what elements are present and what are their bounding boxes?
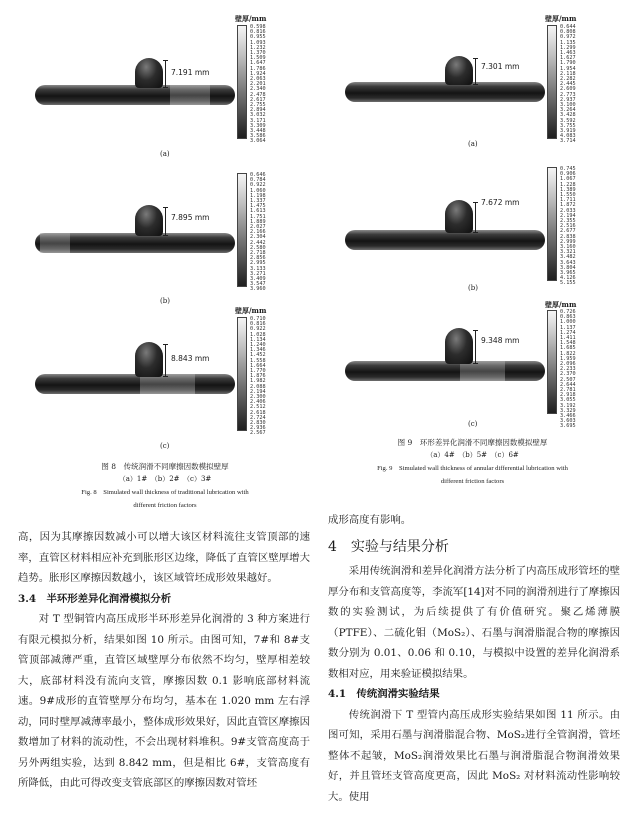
scale-tick: 1.060 <box>250 187 266 194</box>
scale-tick: 2.027 <box>250 224 266 231</box>
scale-tick: 1.647 <box>250 60 266 67</box>
scale-ticks <box>250 316 266 437</box>
tee-pipe-branch <box>135 342 163 377</box>
scale-tick: 2.609 <box>560 86 576 93</box>
scale-tick: 3.192 <box>560 402 576 409</box>
caption-en: Fig. 9 Simulated wall thickness of annular differential lubrication with <box>377 465 568 472</box>
scale-tick: 0.955 <box>250 34 266 41</box>
fig8-caption <box>20 460 310 512</box>
scale-ticks <box>560 166 576 287</box>
scale-tick: 1.299 <box>560 44 576 51</box>
scale-tick: 1.228 <box>560 181 576 188</box>
scale-tick: 2.478 <box>250 91 266 98</box>
scale-tick: 2.838 <box>560 233 576 240</box>
scale-tick: 2.512 <box>250 404 266 411</box>
scale-tick: 5.155 <box>560 280 576 287</box>
scale-tick: 2.918 <box>560 392 576 399</box>
scale-tick: 3.055 <box>560 397 576 404</box>
caption-subpanels: （a）1# （b）2# （c）3# <box>118 475 212 483</box>
scale-tick: 3.466 <box>560 413 576 420</box>
scale-tick: 2.617 <box>250 96 266 103</box>
section-heading-4: 4 实验与结果分析 <box>328 538 449 555</box>
scale-tick: 2.406 <box>250 399 266 406</box>
panel-label: (c) <box>160 442 170 450</box>
thickness-scale-bar <box>237 25 247 139</box>
scale-tick: 2.995 <box>250 260 266 267</box>
tee-pipe-main <box>345 230 545 250</box>
branch-height-label: 7.301 mm <box>481 62 520 71</box>
scale-tick: 1.463 <box>560 50 576 57</box>
panel-label: (b) <box>468 284 478 292</box>
scale-tick: 1.550 <box>560 192 576 199</box>
branch-height-label: 9.348 mm <box>481 336 520 345</box>
scale-tick: 1.872 <box>560 202 576 209</box>
scale-tick: 3.603 <box>560 418 576 425</box>
scale-tick: 3.100 <box>560 102 576 109</box>
scale-tick: 2.088 <box>250 383 266 390</box>
scale-tick: 3.714 <box>560 138 576 145</box>
scale-tick: 2.194 <box>560 212 576 219</box>
scale-tick: 1.337 <box>250 198 266 205</box>
fig8-panel-c <box>20 306 310 452</box>
fig9-panel-a <box>330 10 620 155</box>
scale-tick: 3.695 <box>560 423 576 430</box>
section-heading-4-1: 4.1 传统润滑实验结果 <box>328 688 440 700</box>
scale-tick: 1.770 <box>250 368 266 375</box>
panel-label: (c) <box>468 420 478 428</box>
tee-pipe-main <box>345 361 545 381</box>
scale-ticks <box>250 172 266 293</box>
scale-tick: 3.409 <box>250 276 266 283</box>
scale-tick: 2.937 <box>560 96 576 103</box>
scale-title: 壁厚/mm <box>235 14 267 23</box>
scale-tick: 3.329 <box>560 407 576 414</box>
scale-tick: 2.516 <box>560 223 576 230</box>
scale-tick: 2.201 <box>250 81 266 88</box>
scale-tick: 2.580 <box>250 244 266 251</box>
tee-pipe-branch <box>445 328 473 364</box>
scale-tick: 2.355 <box>560 218 576 225</box>
scale-tick: 3.547 <box>250 281 266 288</box>
fig9-panel-b <box>330 162 620 302</box>
scale-tick: 1.411 <box>560 335 576 342</box>
scale-tick: 2.999 <box>560 238 576 245</box>
scale-tick: 1.475 <box>250 203 266 210</box>
scale-tick: 1.711 <box>560 197 576 204</box>
scale-tick: 0.808 <box>560 29 576 36</box>
scale-tick: 1.751 <box>250 213 266 220</box>
scale-tick: 4.126 <box>560 275 576 282</box>
scale-tick: 3.264 <box>560 107 576 114</box>
branch-height-label: 7.672 mm <box>481 198 520 207</box>
scale-tick: 1.000 <box>560 319 576 326</box>
scale-tick: 3.309 <box>250 122 266 129</box>
scale-tick: 3.755 <box>560 122 576 129</box>
scale-tick: 2.773 <box>560 91 576 98</box>
scale-tick: 3.586 <box>250 133 266 140</box>
scale-tick: 2.755 <box>250 102 266 109</box>
scale-tick: 1.613 <box>250 208 266 215</box>
scale-tick: 0.646 <box>250 172 266 178</box>
tee-pipe-branch <box>135 58 163 88</box>
scale-tick: 0.906 <box>560 171 576 178</box>
thickness-band <box>460 361 505 381</box>
dimension-line <box>165 344 166 377</box>
scale-title: 壁厚/mm <box>545 300 577 309</box>
scale-tick: 0.863 <box>560 314 576 321</box>
scale-tick: 1.627 <box>560 55 576 62</box>
scale-tick: 3.428 <box>560 112 576 119</box>
scale-tick: 1.876 <box>250 373 266 380</box>
paragraph: 成形高度有影响。 <box>328 514 412 526</box>
scale-tick: 2.194 <box>250 388 266 395</box>
thickness-band <box>140 374 195 394</box>
section-heading-3-4: 3.4 半环形差异化润滑模拟分析 <box>18 592 172 605</box>
dimension-line <box>165 207 166 236</box>
thickness-band <box>40 233 70 253</box>
right-column <box>328 510 620 807</box>
scale-tick: 1.452 <box>250 352 266 359</box>
scale-tick: 1.240 <box>250 342 266 349</box>
tee-pipe-main <box>345 82 545 102</box>
scale-tick: 0.710 <box>250 316 266 322</box>
scale-tick: 1.137 <box>560 324 576 331</box>
scale-tick: 1.558 <box>250 357 266 364</box>
thickness-scale-bar <box>237 317 247 431</box>
paragraph: 高，因为其摩擦因数减小可以增大该区材料流往支管顶部的速率，直管区材料相应补充到胀形区边缘，降低了直管区壁厚增大趋势。胀形区摩擦因数越小，该区域管坯成形效果越好。 <box>18 531 310 584</box>
scale-tick: 1.274 <box>560 329 576 336</box>
scale-tick: 2.507 <box>560 376 576 383</box>
scale-tick: 2.677 <box>560 228 576 235</box>
scale-tick: 2.567 <box>250 430 266 437</box>
scale-tick: 3.064 <box>250 138 266 145</box>
caption-en: different friction factors <box>440 478 505 485</box>
tee-pipe-branch <box>445 56 473 85</box>
scale-tick: 3.592 <box>560 117 576 124</box>
scale-tick: 2.370 <box>560 371 576 378</box>
scale-tick: 2.063 <box>250 76 266 83</box>
scale-tick: 1.959 <box>560 355 576 362</box>
caption-zh: 图 8 传统润滑不同摩擦因数模拟壁厚 <box>101 462 229 471</box>
scale-tick: 3.171 <box>250 117 266 124</box>
scale-tick: 0.816 <box>250 29 266 36</box>
scale-tick: 1.982 <box>250 378 266 385</box>
paragraph: 采用传统润滑和差异化润滑方法分析了内高压成形管坯的壁厚分布和支管高度等，李流军[14]对不同的润滑剂进行了摩擦因数的实验测试，为后续提供了有价值研究。聚乙烯薄膜（PTFE）、二硫化钼（MoS₂）、石墨与润滑脂混合物的摩擦因数分别为 0.01、0.06 和 0.10，与模拟中设置的差异化润滑系数相对应，用来验证模拟结果。 <box>328 565 620 680</box>
dimension-line <box>475 58 476 85</box>
scale-tick: 2.304 <box>250 234 266 241</box>
scale-tick: 0.784 <box>250 177 266 184</box>
scale-tick: 3.960 <box>250 286 266 293</box>
scale-ticks <box>250 24 266 145</box>
thickness-scale-bar <box>547 167 557 281</box>
scale-tick: 4.083 <box>560 133 576 140</box>
scale-tick: 2.166 <box>250 229 266 236</box>
caption-subpanels: （a）4# （b）5# （c）6# <box>426 451 519 459</box>
scale-tick: 1.093 <box>250 39 266 46</box>
scale-ticks <box>560 309 576 430</box>
scale-tick: 0.644 <box>560 24 576 30</box>
scale-title: 壁厚/mm <box>545 14 577 23</box>
scale-tick: 0.972 <box>560 34 576 41</box>
scale-tick: 2.644 <box>560 381 576 388</box>
branch-height-label: 7.895 mm <box>171 213 210 222</box>
scale-tick: 3.160 <box>560 244 576 251</box>
tee-pipe-branch <box>445 200 473 233</box>
scale-tick: 1.790 <box>560 60 576 67</box>
dimension-line <box>165 60 166 88</box>
scale-tick: 3.133 <box>250 265 266 272</box>
scale-tick: 0.922 <box>250 326 266 333</box>
left-column <box>18 527 310 794</box>
scale-tick: 3.482 <box>560 254 576 261</box>
scale-tick: 1.028 <box>250 331 266 338</box>
branch-height-label: 7.191 mm <box>171 68 210 77</box>
scale-tick: 3.448 <box>250 128 266 135</box>
dimension-line <box>475 330 476 364</box>
scale-tick: 2.300 <box>250 394 266 401</box>
scale-tick: 2.340 <box>250 86 266 93</box>
scale-tick: 3.804 <box>560 264 576 271</box>
scale-tick: 2.033 <box>560 207 576 214</box>
scale-tick: 2.445 <box>560 81 576 88</box>
scale-tick: 1.664 <box>250 362 266 369</box>
caption-en: different friction factors <box>133 502 197 509</box>
scale-tick: 1.389 <box>560 186 576 193</box>
fig9-caption <box>325 436 620 488</box>
scale-tick: 0.745 <box>560 166 576 172</box>
scale-tick: 1.198 <box>250 192 266 199</box>
paragraph: 对 T 型铜管内高压成形半环形差异化润滑的 3 种方案进行有限元模拟分析，结果如图 10 所示。由图可知，7#和 8#支管顶部减薄严重，直管区域壁厚分布依然不均匀，壁厚相差较大，底部材料没有流向支管，摩擦因数 0.1 影响底部材料流速。9#成形的直管壁厚分布均匀，基本在 1.020 mm 左右浮动，同时壁厚减薄率最小，整体成形效果好，因此直管区摩擦因数增加了材料的流动性，不会出现材料堆积。9#支管高度高于另外两组实验，达到 8.842 mm，但是相比 6#，支管高度有所降低，由此可得改变支管底部区的摩擦因数对管坯 <box>18 613 310 789</box>
scale-tick: 2.096 <box>560 361 576 368</box>
scale-tick: 1.135 <box>560 39 576 46</box>
scale-tick: 1.954 <box>560 65 576 72</box>
scale-tick: 3.643 <box>560 259 576 266</box>
thickness-scale-bar <box>237 173 247 287</box>
scale-tick: 1.889 <box>250 218 266 225</box>
scale-tick: 1.685 <box>560 345 576 352</box>
fig8-panel-b <box>20 165 310 310</box>
scale-tick: 1.134 <box>250 336 266 343</box>
scale-tick: 3.271 <box>250 270 266 277</box>
scale-tick: 2.830 <box>250 420 266 427</box>
tee-pipe-main <box>35 374 235 394</box>
scale-tick: 1.067 <box>560 176 576 183</box>
scale-tick: 1.548 <box>560 340 576 347</box>
scale-tick: 2.894 <box>250 107 266 114</box>
scale-tick: 1.822 <box>560 350 576 357</box>
paragraph: 传统润滑下 T 型管内高压成形实验结果如图 11 所示。由图可知，采用石墨与润滑脂混合物、MoS₂进行全管润滑，管坯整体不起皱，MoS₂润滑效果比石墨与润滑脂混合物润滑效果好，并且管坯支管高度更高，因此 MoS₂ 对材料流动性影响较大。使用 <box>328 708 620 803</box>
scale-title: 壁厚/mm <box>235 306 267 315</box>
panel-label: (a) <box>468 140 478 148</box>
scale-tick: 1.786 <box>250 65 266 72</box>
scale-tick: 1.232 <box>250 44 266 51</box>
scale-tick: 3.965 <box>560 270 576 277</box>
scale-tick: 2.718 <box>250 250 266 257</box>
scale-tick: 0.726 <box>560 309 576 315</box>
panel-label: (a) <box>160 150 170 158</box>
scale-tick: 2.282 <box>560 76 576 83</box>
branch-height-label: 8.843 mm <box>171 354 210 363</box>
panel-label: (b) <box>160 297 170 305</box>
scale-tick: 3.919 <box>560 128 576 135</box>
fig8-panel-a <box>20 10 310 160</box>
tee-pipe-branch <box>135 205 163 236</box>
scale-tick: 0.598 <box>250 24 266 30</box>
scale-tick: 2.936 <box>250 425 266 432</box>
scale-tick: 2.233 <box>560 366 576 373</box>
scale-tick: 0.816 <box>250 321 266 328</box>
caption-en: Fig. 8 Simulated wall thickness of traditional lubrication with <box>81 489 249 496</box>
scale-tick: 3.032 <box>250 112 266 119</box>
scale-tick: 1.370 <box>250 50 266 57</box>
scale-tick: 3.321 <box>560 249 576 256</box>
fig9-panel-c <box>330 300 620 436</box>
thickness-band <box>170 85 210 105</box>
scale-tick: 1.924 <box>250 70 266 77</box>
scale-ticks <box>560 24 576 145</box>
scale-tick: 0.922 <box>250 182 266 189</box>
scale-tick: 1.346 <box>250 347 266 354</box>
scale-tick: 2.724 <box>250 414 266 421</box>
scale-tick: 2.618 <box>250 409 266 416</box>
scale-tick: 2.856 <box>250 255 266 262</box>
caption-zh: 图 9 环形差异化润滑不同摩擦因数模拟壁厚 <box>397 438 548 447</box>
thickness-scale-bar <box>547 310 557 414</box>
scale-tick: 2.118 <box>560 70 576 77</box>
scale-tick: 2.781 <box>560 387 576 394</box>
dimension-line <box>475 202 476 233</box>
scale-tick: 2.442 <box>250 239 266 246</box>
scale-tick: 1.509 <box>250 55 266 62</box>
thickness-scale-bar <box>547 25 557 139</box>
